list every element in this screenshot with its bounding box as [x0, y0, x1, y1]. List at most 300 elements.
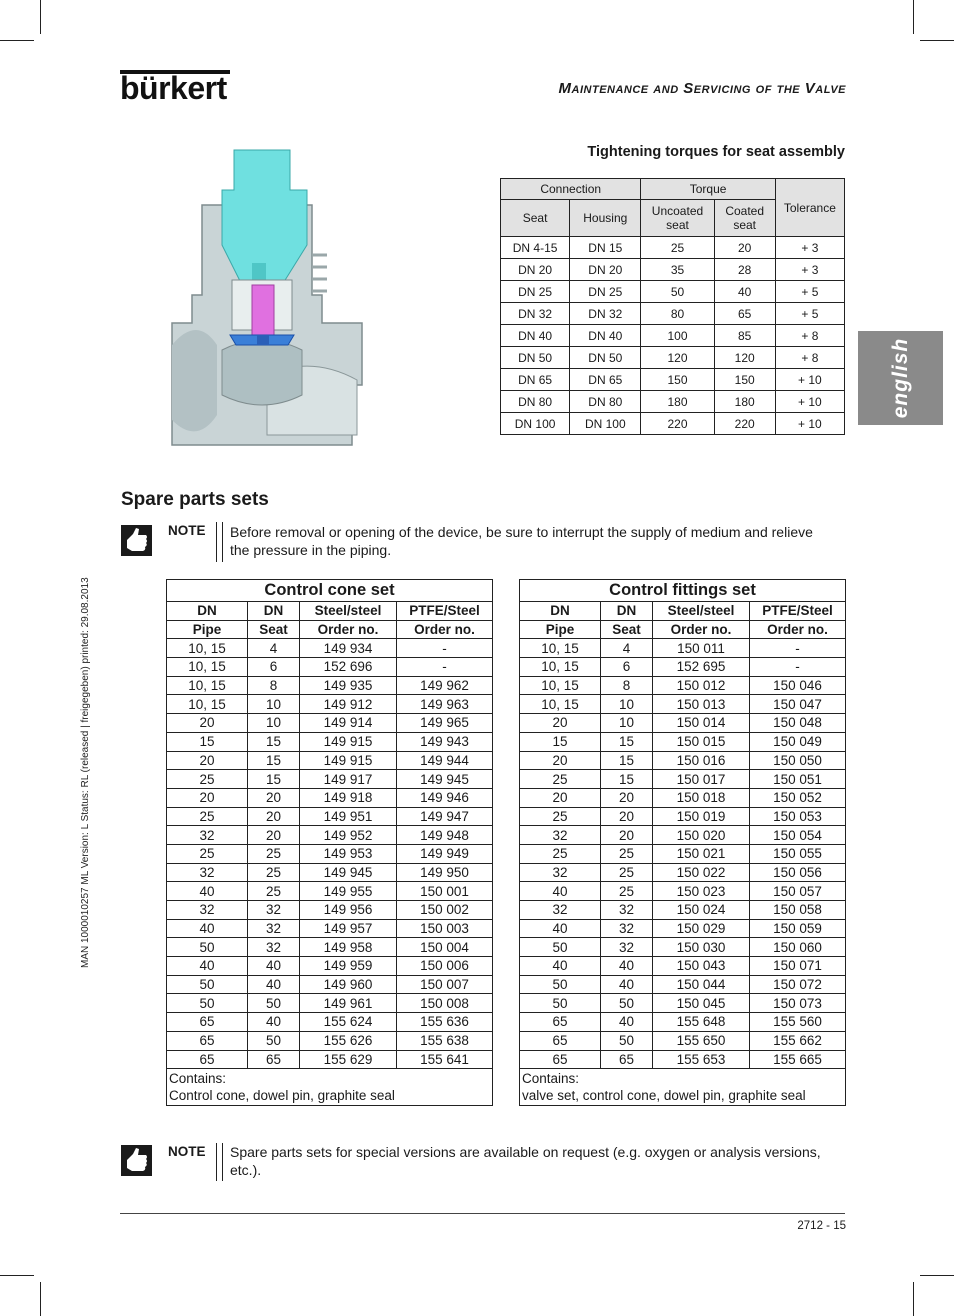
table-cell: 150 073: [750, 994, 846, 1013]
table-cell: 149 943: [397, 732, 493, 751]
table-cell: 6: [248, 658, 300, 677]
table-cell: DN 20: [501, 259, 570, 281]
table-cell: 20: [248, 826, 300, 845]
table-cell: DN 32: [501, 303, 570, 325]
table-cell: + 3: [775, 237, 844, 259]
table-row: [520, 826, 846, 845]
table-cell: 150 044: [653, 975, 750, 994]
table-cell: 25: [601, 863, 653, 882]
table-cell: 152 696: [300, 658, 397, 677]
table-cell: 155 560: [750, 1013, 846, 1032]
table-cell: 149 953: [300, 844, 397, 863]
table-cell: 32: [601, 901, 653, 920]
table-cell: 10: [601, 695, 653, 714]
table-cell: 65: [520, 1031, 601, 1050]
table-row: [520, 751, 846, 770]
table-cell: 20: [167, 714, 248, 733]
table-header: DN: [248, 602, 300, 621]
table-cell: 32: [248, 901, 300, 920]
table-cell: 10, 15: [167, 676, 248, 695]
crop-mark: [40, 1282, 41, 1316]
note-text: Spare parts sets for special versions are available on request (e.g. oxygen or analysis versions, etc.).: [230, 1144, 821, 1178]
table-cell: 25: [520, 844, 601, 863]
table-cell: 149 958: [300, 938, 397, 957]
table-cell: 150 003: [397, 919, 493, 938]
table-cell: 149 947: [397, 807, 493, 826]
table-cell: 65: [520, 1050, 601, 1069]
torque-table-caption: Tightening torques for seat assembly: [587, 144, 845, 160]
table-cell: 149 950: [397, 863, 493, 882]
table-cell: 150 022: [653, 863, 750, 882]
language-tab-label: english: [888, 337, 912, 419]
torque-header-coated: Coated seat: [714, 200, 775, 237]
table-cell: 20: [520, 751, 601, 770]
table-cell: 150 060: [750, 938, 846, 957]
table-cell: 150 056: [750, 863, 846, 882]
contains-text: valve set, control cone, dowel pin, graphite seal: [520, 1087, 846, 1105]
table-cell: 32: [248, 919, 300, 938]
table-cell: 40: [714, 281, 775, 303]
table-cell: 220: [714, 413, 775, 435]
table-cell: 50: [520, 938, 601, 957]
document-margin-note: MAN 1000010257 ML Version: L Status: RL (released | freigegeben) printed: 29.08.2013: [80, 577, 91, 968]
table-row: [520, 1050, 846, 1069]
table-cell: 15: [601, 770, 653, 789]
table-header: Pipe: [167, 620, 248, 639]
table-cell: 155 624: [300, 1013, 397, 1032]
table-cell: 150 030: [653, 938, 750, 957]
table-header: DN: [601, 602, 653, 621]
table-cell: 149 935: [300, 676, 397, 695]
table-cell: 120: [714, 347, 775, 369]
section-title: Spare parts sets: [121, 489, 269, 510]
table-row: [520, 1031, 846, 1050]
table-cell: 150 046: [750, 676, 846, 695]
table-cell: 150 048: [750, 714, 846, 733]
table-row: [167, 676, 493, 695]
table-row: [167, 938, 493, 957]
table-cell: 180: [714, 391, 775, 413]
table-cell: 8: [248, 676, 300, 695]
table-row: [520, 994, 846, 1013]
table-cell: DN 15: [570, 237, 641, 259]
torque-header-torque: Torque: [641, 179, 775, 200]
crop-mark: [920, 40, 954, 41]
table-cell: -: [750, 658, 846, 677]
table-cell: 149 965: [397, 714, 493, 733]
note-label: NOTE: [168, 1144, 206, 1159]
table-header: DN: [167, 602, 248, 621]
table-cell: 32: [520, 863, 601, 882]
control-cone-caption: Control cone set: [167, 580, 493, 602]
table-row: [167, 863, 493, 882]
table-cell: 40: [520, 919, 601, 938]
valve-cutaway-figure: [162, 145, 372, 450]
table-cell: 150: [714, 369, 775, 391]
table-cell: 150: [641, 369, 714, 391]
table-cell: 32: [248, 938, 300, 957]
table-cell: 20: [248, 807, 300, 826]
torque-row: [501, 391, 845, 413]
table-cell: 149 961: [300, 994, 397, 1013]
table-cell: 50: [167, 975, 248, 994]
table-cell: 10, 15: [520, 695, 601, 714]
torque-row: [501, 303, 845, 325]
table-cell: 149 915: [300, 751, 397, 770]
table-cell: 150 013: [653, 695, 750, 714]
table-cell: 150 051: [750, 770, 846, 789]
table-cell: 25: [248, 863, 300, 882]
table-cell: 25: [167, 770, 248, 789]
table-cell: 25: [520, 807, 601, 826]
table-cell: 149 957: [300, 919, 397, 938]
table-cell: 20: [601, 826, 653, 845]
table-cell: DN 50: [570, 347, 641, 369]
table-cell: DN 40: [570, 325, 641, 347]
table-cell: 100: [641, 325, 714, 347]
table-row: [167, 658, 493, 677]
table-cell: DN 25: [501, 281, 570, 303]
table-cell: 150 008: [397, 994, 493, 1013]
table-cell: 155 636: [397, 1013, 493, 1032]
table-cell: 155 653: [653, 1050, 750, 1069]
table-row: [520, 676, 846, 695]
table-row: [167, 751, 493, 770]
torque-header-seat: Seat: [501, 200, 570, 237]
note-text: Before removal or opening of the device, be sure to interrupt the supply of medium and relieve the pressure in the piping.: [230, 524, 813, 558]
table-cell: 149 948: [397, 826, 493, 845]
table-cell: DN 20: [570, 259, 641, 281]
note-divider: [216, 1143, 223, 1181]
table-row: [520, 788, 846, 807]
table-cell: 40: [248, 975, 300, 994]
table-cell: 40: [248, 957, 300, 976]
table-cell: 65: [167, 1050, 248, 1069]
table-row: [167, 844, 493, 863]
note-label: NOTE: [168, 523, 206, 538]
table-cell: 155 665: [750, 1050, 846, 1069]
table-cell: + 8: [775, 347, 844, 369]
brand-logo: bürkert: [120, 70, 227, 106]
table-cell: 149 952: [300, 826, 397, 845]
table-cell: 20: [601, 807, 653, 826]
table-cell: 20: [714, 237, 775, 259]
torque-row: [501, 281, 845, 303]
torque-row: [501, 237, 845, 259]
page-number: 2712 - 15: [797, 1220, 846, 1232]
table-cell: -: [397, 658, 493, 677]
table-cell: 155 629: [300, 1050, 397, 1069]
table-cell: 150 017: [653, 770, 750, 789]
table-cell: 25: [641, 237, 714, 259]
table-cell: 50: [248, 994, 300, 1013]
table-cell: 32: [601, 938, 653, 957]
table-cell: 25: [248, 844, 300, 863]
table-cell: 10: [601, 714, 653, 733]
table-cell: DN 25: [570, 281, 641, 303]
table-cell: 40: [167, 957, 248, 976]
table-cell: 150 047: [750, 695, 846, 714]
table-cell: 50: [167, 938, 248, 957]
table-cell: 149 963: [397, 695, 493, 714]
table-cell: 149 914: [300, 714, 397, 733]
table-cell: 4: [601, 639, 653, 658]
table-cell: 220: [641, 413, 714, 435]
table-row: [167, 1013, 493, 1032]
table-row: [167, 994, 493, 1013]
table-header: Seat: [248, 620, 300, 639]
table-cell: 150 002: [397, 901, 493, 920]
control-fittings-caption: Control fittings set: [520, 580, 846, 602]
torque-header-connection: Connection: [501, 179, 641, 200]
table-cell: 10: [248, 714, 300, 733]
table-row: [520, 901, 846, 920]
crop-mark: [0, 1275, 34, 1276]
table-row: [167, 770, 493, 789]
contains-text: Control cone, dowel pin, graphite seal: [167, 1087, 493, 1105]
table-cell: 28: [714, 259, 775, 281]
table-cell: 155 626: [300, 1031, 397, 1050]
table-cell: 150 072: [750, 975, 846, 994]
table-cell: 149 944: [397, 751, 493, 770]
table-cell: 150 014: [653, 714, 750, 733]
control-cone-table: [166, 579, 493, 1106]
table-cell: 40: [601, 1013, 653, 1032]
crop-mark: [0, 40, 34, 41]
table-cell: 149 962: [397, 676, 493, 695]
torque-header-housing: Housing: [570, 200, 641, 237]
table-cell: 149 959: [300, 957, 397, 976]
table-header: Seat: [601, 620, 653, 639]
table-cell: 20: [520, 714, 601, 733]
table-cell: 50: [167, 994, 248, 1013]
torque-header-uncoated: Uncoated seat: [641, 200, 714, 237]
table-row: [520, 1013, 846, 1032]
table-cell: 25: [601, 882, 653, 901]
table-cell: 10, 15: [167, 658, 248, 677]
torque-row: [501, 325, 845, 347]
table-cell: 32: [520, 901, 601, 920]
table-cell: + 10: [775, 369, 844, 391]
footer-rule: [120, 1213, 845, 1214]
table-cell: 150 019: [653, 807, 750, 826]
crop-mark: [913, 0, 914, 34]
table-row: [167, 957, 493, 976]
table-cell: 149 915: [300, 732, 397, 751]
table-row: [167, 826, 493, 845]
table-row: [520, 938, 846, 957]
table-row: [167, 695, 493, 714]
table-cell: DN 80: [570, 391, 641, 413]
table-header: Pipe: [520, 620, 601, 639]
table-cell: 40: [601, 975, 653, 994]
table-cell: 10, 15: [167, 639, 248, 658]
table-cell: 80: [641, 303, 714, 325]
table-cell: 150 011: [653, 639, 750, 658]
table-cell: 150 054: [750, 826, 846, 845]
table-cell: 25: [167, 807, 248, 826]
table-cell: 15: [248, 770, 300, 789]
table-cell: 155 650: [653, 1031, 750, 1050]
table-cell: 25: [167, 844, 248, 863]
table-cell: 40: [167, 919, 248, 938]
table-cell: + 5: [775, 303, 844, 325]
table-cell: 10, 15: [520, 639, 601, 658]
table-header: PTFE/Steel: [397, 602, 493, 621]
torque-table: [500, 178, 845, 435]
table-cell: 10, 15: [520, 676, 601, 695]
table-row: [167, 788, 493, 807]
table-row: [167, 1031, 493, 1050]
table-cell: 150 059: [750, 919, 846, 938]
table-cell: 20: [601, 788, 653, 807]
table-cell: 4: [248, 639, 300, 658]
table-cell: 50: [601, 994, 653, 1013]
table-cell: 155 638: [397, 1031, 493, 1050]
crop-mark: [40, 0, 41, 34]
table-cell: 15: [601, 732, 653, 751]
table-cell: 25: [248, 882, 300, 901]
table-cell: 65: [601, 1050, 653, 1069]
table-row: [520, 770, 846, 789]
table-cell: -: [397, 639, 493, 658]
table-cell: + 10: [775, 413, 844, 435]
table-cell: 32: [167, 826, 248, 845]
table-cell: 180: [641, 391, 714, 413]
table-cell: 149 912: [300, 695, 397, 714]
table-cell: 150 029: [653, 919, 750, 938]
contains-label: Contains:: [167, 1069, 493, 1087]
table-cell: 150 055: [750, 844, 846, 863]
table-row: [520, 658, 846, 677]
table-row: [167, 901, 493, 920]
crop-mark: [920, 1275, 954, 1276]
table-row: [167, 714, 493, 733]
table-row: [520, 714, 846, 733]
table-cell: 150 001: [397, 882, 493, 901]
table-cell: 150 016: [653, 751, 750, 770]
table-cell: 25: [601, 844, 653, 863]
torque-row: [501, 347, 845, 369]
table-cell: 15: [167, 732, 248, 751]
torque-header-tolerance: Tolerance: [775, 179, 844, 237]
table-cell: 150 071: [750, 957, 846, 976]
table-cell: 40: [520, 882, 601, 901]
table-cell: 150 006: [397, 957, 493, 976]
table-cell: 150 023: [653, 882, 750, 901]
table-cell: 10, 15: [167, 695, 248, 714]
table-cell: 40: [248, 1013, 300, 1032]
table-cell: DN 50: [501, 347, 570, 369]
table-cell: 150 020: [653, 826, 750, 845]
crop-mark: [913, 1282, 914, 1316]
table-cell: DN 4-15: [501, 237, 570, 259]
table-cell: 150 015: [653, 732, 750, 751]
table-cell: 10, 15: [520, 658, 601, 677]
table-cell: DN 65: [501, 369, 570, 391]
table-row: [167, 882, 493, 901]
table-header: Order no.: [750, 620, 846, 639]
table-cell: 150 043: [653, 957, 750, 976]
table-cell: 149 955: [300, 882, 397, 901]
table-cell: 40: [601, 957, 653, 976]
table-cell: 40: [167, 882, 248, 901]
table-row: [167, 975, 493, 994]
table-cell: 20: [248, 788, 300, 807]
table-cell: 20: [167, 788, 248, 807]
table-row: [520, 732, 846, 751]
hand-note-icon: [121, 525, 152, 556]
table-row: [520, 863, 846, 882]
table-cell: 150 052: [750, 788, 846, 807]
table-cell: 15: [248, 732, 300, 751]
contains-label: Contains:: [520, 1069, 846, 1087]
table-row: [520, 844, 846, 863]
table-cell: 149 918: [300, 788, 397, 807]
table-cell: 150 018: [653, 788, 750, 807]
table-cell: 149 945: [300, 863, 397, 882]
table-cell: 150 049: [750, 732, 846, 751]
table-cell: 149 934: [300, 639, 397, 658]
table-cell: 50: [520, 994, 601, 1013]
table-cell: 20: [520, 788, 601, 807]
table-cell: 50: [520, 975, 601, 994]
hand-note-icon: [121, 1145, 152, 1176]
table-cell: 65: [167, 1013, 248, 1032]
torque-row: [501, 413, 845, 435]
table-cell: 149 956: [300, 901, 397, 920]
table-cell: 32: [520, 826, 601, 845]
table-cell: 149 917: [300, 770, 397, 789]
table-cell: 15: [248, 751, 300, 770]
table-cell: DN 100: [570, 413, 641, 435]
table-row: [520, 639, 846, 658]
table-row: [520, 975, 846, 994]
table-cell: 120: [641, 347, 714, 369]
table-cell: DN 100: [501, 413, 570, 435]
table-cell: 149 946: [397, 788, 493, 807]
table-cell: 65: [520, 1013, 601, 1032]
table-cell: + 5: [775, 281, 844, 303]
table-row: [520, 957, 846, 976]
table-cell: 155 641: [397, 1050, 493, 1069]
torque-row: [501, 369, 845, 391]
table-cell: 150 050: [750, 751, 846, 770]
table-header: Order no.: [397, 620, 493, 639]
table-header: DN: [520, 602, 601, 621]
table-row: [167, 807, 493, 826]
table-row: [167, 1050, 493, 1069]
table-cell: 150 058: [750, 901, 846, 920]
table-header: Order no.: [653, 620, 750, 639]
table-cell: 149 949: [397, 844, 493, 863]
table-cell: DN 32: [570, 303, 641, 325]
table-cell: DN 40: [501, 325, 570, 347]
table-cell: + 8: [775, 325, 844, 347]
table-cell: 32: [167, 901, 248, 920]
table-cell: 6: [601, 658, 653, 677]
table-row: [520, 695, 846, 714]
table-cell: 32: [167, 863, 248, 882]
table-cell: -: [750, 639, 846, 658]
table-cell: 50: [641, 281, 714, 303]
table-cell: 35: [641, 259, 714, 281]
note-divider: [216, 522, 223, 562]
table-row: [520, 919, 846, 938]
language-tab: [858, 331, 943, 425]
table-cell: 8: [601, 676, 653, 695]
table-row: [520, 882, 846, 901]
